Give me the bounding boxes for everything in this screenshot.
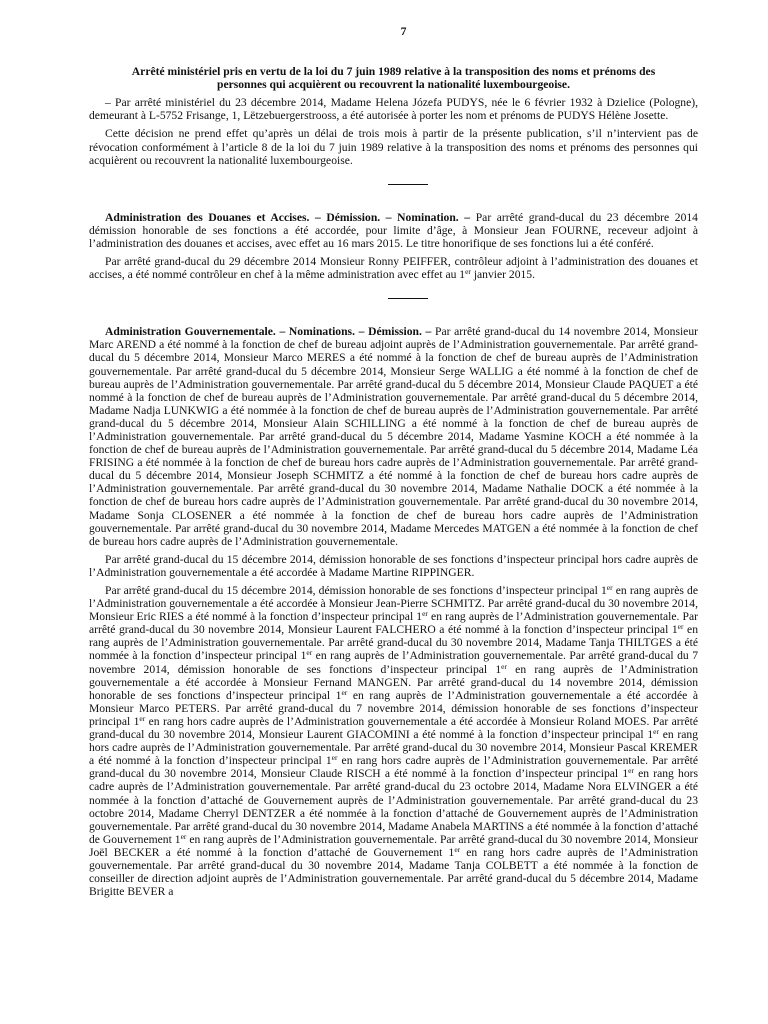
paragraph: Par arrêté grand-ducal du 29 décembre 2014 Monsieur Ronny PEIFFER, contrôleur adjoint à l’administration des douanes et accises, a été nommé contrôleur en chef à la même administration avec effet au 1er janvier 2015. [89,255,698,282]
paragraph [89,211,698,250]
paragraph: Cette décision ne prend effet qu’après un délai de trois mois à partir de la présente publication, s’il n’intervient pas de révocation conformément à l’article 8 de la loi du 7 juin 1989 relative à la transposition des noms et prénoms des personnes qui acquièrent ou recouvrent la nationalité luxembourgeoise. [89,127,698,167]
page-number: 7 [400,25,407,38]
paragraph-text: Par arrêté grand-ducal du 23 décembre 2014 démission honorable de ses fonctions a été accordée, pour limite d’âge, à Monsieur Jean FOURNE, receveur adjoint à l’administration des douanes et accises, avec effet au 16 mars 2015. Le titre honorifique de ses fonctions lui a été conféré. [89,210,698,250]
section-heading: Arrêté ministériel pris en vertu de la loi du 7 juin 1989 relative à la transposition des noms et prénoms des personnes qui acquièrent ou recouvrent la nationalité luxembourgeoise. [131,65,656,92]
section-lead: Administration des Douanes et Accises. – Démission. – Nomination. – [105,210,471,224]
section-douanes-accises [89,211,698,281]
paragraph [89,325,698,548]
paragraph: – Par arrêté ministériel du 23 décembre 2014, Madame Helena Józefa PUDYS, née le 6 février 1932 à Dzielice (Pologne), demeurant à L-5752 Frisange, 1, Lëtzebuergerstrooss, a été autorisée à porter les nom et prénoms de PUDYS Hélène Josette. [89,96,698,123]
section-administration-gouvernementale [89,325,698,898]
section-divider [388,184,428,185]
paragraph-text: Par arrêté grand-ducal du 14 novembre 2014, Monsieur Marc AREND a été nommé à la fonction de chef de bureau adjoint auprès de l’Administration gouvernementale. Par arrêté grand-ducal du 5 décembre 2014, Monsieur Marco MERES a été nommé à la fonction de chef de bureau auprès de l’Administration gouvernementale. Par arrêté grand-ducal du 5 décembre 2014, Monsieur Serge WALLIG a été nommé à la fonction de chef de bureau auprès de l’Administration gouvernementale. Par arrêté grand-ducal du 5 décembre 2014, Monsieur Claude PAQUET a été nommé à la fonction de chef de bureau auprès de l’Administration gouvernementale. Par arrêté grand-ducal du 5 décembre 2014, Madame Nadja LUNKWIG a été nommée à la fonction de chef de bureau auprès de l’Administration gouvernementale. Par arrêté grand-ducal du 5 décembre 2014, Monsieur Alain SCHILLING a été nommé à la fonction de chef de bureau auprès de l’Administration gouvernementale. Par arrêté grand-ducal du 5 décembre 2014, Madame Yasmine KOCH a été nommée à la fonction de chef de bureau auprès de l’Administration gouvernementale. Par arrêté grand-ducal du 5 décembre 2014, Madame Léa FRISING a été nommée à la fonction de chef de bureau hors cadre auprès de l’Administration gouvernementale. Par arrêté grand-ducal du 5 décembre 2014, Monsieur Joseph SCHMITZ a été nommé à la fonction de chef de bureau hors cadre auprès de l’Administration gouvernementale. Par arrêté grand-ducal du 30 novembre 2014, Madame Nathalie DOCK a été nommée à la fonction de chef de bureau hors cadre auprès de l’Administration gouvernementale. Par arrêté grand-ducal du 30 novembre 2014, Madame Sonja CLOSENER a été nommée à la fonction de chef de bureau hors cadre auprès de l’Administration gouvernementale. Par arrêté grand-ducal du 30 novembre 2014, Madame Mercedes MATGEN a été nommée à la fonction de chef de bureau hors cadre auprès de l’Administration gouvernementale. [89,325,698,548]
section-lead: Administration Gouvernementale. – Nominations. – Démission. – [105,325,432,339]
paragraph: Par arrêté grand-ducal du 15 décembre 2014, démission honorable de ses fonctions d’inspecteur principal hors cadre auprès de l’Administration gouvernementale a été accordée à Madame Martine RIPPINGER. [89,552,698,579]
section-divider [388,298,428,299]
paragraph: Par arrêté grand-ducal du 15 décembre 2014, démission honorable de ses fonctions d’inspecteur principal 1er en rang auprès de l’Administration gouvernementale a été accordée à Monsieur Jean-Pierre SCHMITZ. Par arrêté grand-ducal du 30 novembre 2014, Monsieur Eric RIES a été nommé à la fonction d’inspecteur principal 1er en rang auprès de l’Administration gouvernementale. Par arrêté grand-ducal du 30 novembre 2014, Monsieur Laurent FALCHERO a été nommé à la fonction d’inspecteur principal 1er en rang auprès de l’Administration gouvernementale. Par arrêté grand-ducal du 30 novembre 2014, Madame Tanja THILTGES a été nommée à la fonction d’inspecteur principal 1er en rang auprès de l’Administration gouvernementale. Par arrêté grand-ducal du 7 novembre 2014, démission honorable de ses fonctions d’inspecteur principal 1er en rang auprès de l’Administration gouvernementale a été accordée à Monsieur Fernand MANGEN. Par arrêté grand-ducal du 14 novembre 2014, démission honorable de ses fonctions d’inspecteur principal 1er en rang auprès de l’Administration gouvernementale a été accordée à Monsieur Marco PETERS. Par arrêté grand-ducal du 7 novembre 2014, démission honorable de ses fonctions d’inspecteur principal 1er en rang hors cadre auprès de l’Administration gouvernementale a été accordée à Monsieur Roland MOES. Par arrêté grand-ducal du 30 novembre 2014, Monsieur Laurent GIACOMINI a été nommé à la fonction d’inspecteur principal 1er en rang hors cadre auprès de l’Administration gouvernementale. Par arrêté grand-ducal du 30 novembre 2014, Monsieur Pascal KREMER a été nommé à la fonction d’inspecteur principal 1er en rang hors cadre auprès de l’Administration gouvernementale. Par arrêté grand-ducal du 30 novembre 2014, Monsieur Claude RISCH a été nommé à la fonction d’inspecteur principal 1er en rang hors cadre auprès de l’Administration gouvernementale. Par arrêté grand-ducal du 23 octobre 2014, Madame Nora ELVINGER a été nommée à la fonction d’attaché de Gouvernement auprès de l’Administration gouvernementale. Par arrêté grand-ducal du 23 octobre 2014, Madame Cherryl DENTZER a été nommée à la fonction d’attaché de Gouvernement auprès de l’Administration gouvernementale. Par arrêté grand-ducal du 30 novembre 2014, Madame Anabela MARTINS a été nommée à la fonction d’attaché de Gouvernement 1er en rang auprès de l’Administration gouvernementale. Par arrêté grand-ducal du 30 novembre 2014, Monsieur Joël BECKER a été nommé à la fonction d’attaché de Gouvernement 1er en rang hors cadre auprès de l’Administration gouvernementale. Par arrêté grand-ducal du 30 novembre 2014, Madame Tanja COLBETT a été nommée à la fonction de conseiller de direction adjoint auprès de l’Administration gouvernementale. Par arrêté grand-ducal du 5 décembre 2014, Madame Brigitte BEVER a [89,583,699,899]
section-name-transposition [89,65,698,167]
